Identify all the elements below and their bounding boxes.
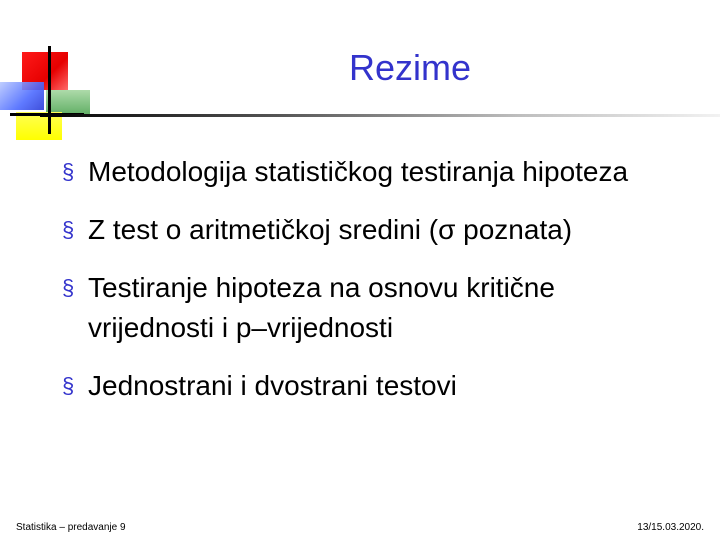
footer-date: 13/15.03.2020. xyxy=(637,522,704,533)
title-underline xyxy=(40,114,720,117)
logo-vertical-line xyxy=(48,46,51,134)
bullet-item xyxy=(62,268,682,348)
footer-course-label: Statistika – predavanje 9 xyxy=(16,522,126,533)
bullet-marker-icon: § xyxy=(62,275,75,300)
bullet-marker-icon: § xyxy=(62,159,75,184)
bullet-text: Testiranje hipoteza na osnovu kritične vrijednosti i p–vrijednosti xyxy=(88,272,555,343)
bullet-list xyxy=(62,152,682,424)
decorative-logo xyxy=(0,0,100,140)
bullet-marker-icon: § xyxy=(62,217,75,242)
bullet-text: Metodologija statističkog testiranja hipoteza xyxy=(88,156,629,187)
bullet-item xyxy=(62,210,682,250)
bullet-text: Z test o aritmetičkoj sredini (σ poznata) xyxy=(88,214,573,245)
bullet-item xyxy=(62,152,682,192)
logo-blue-square xyxy=(0,82,44,110)
slide-title: Rezime xyxy=(348,47,472,88)
bullet-text: Jednostrani i dvostrani testovi xyxy=(88,370,457,401)
bullet-item xyxy=(62,366,682,406)
bullet-marker-icon: § xyxy=(62,373,75,398)
